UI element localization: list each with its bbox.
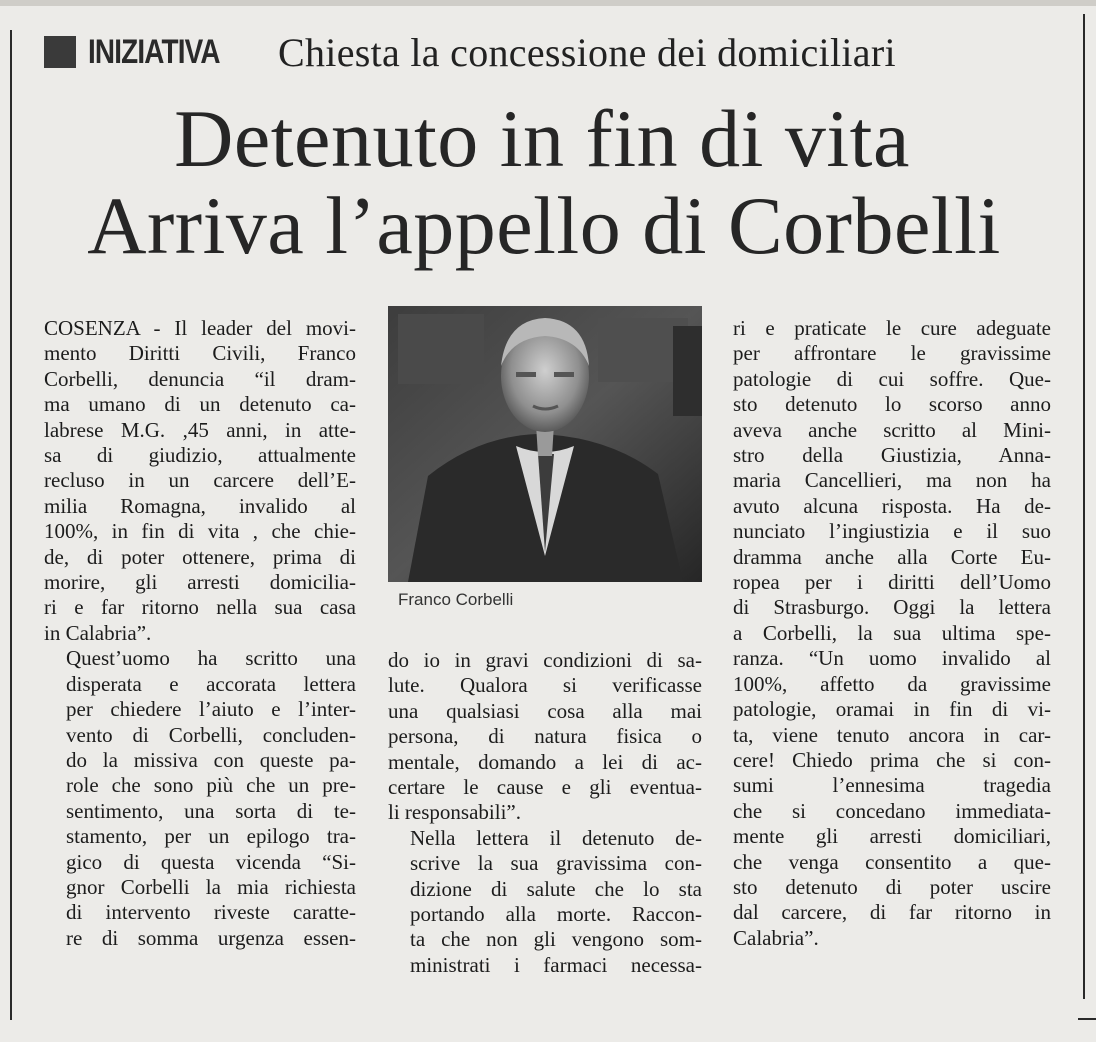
text-line: recluso in un carcere dell’E- [44, 468, 356, 493]
text-line: COSENZA - Il leader del movi- [44, 316, 356, 340]
text-line: che venga consentito a que- [733, 849, 1051, 874]
text-line: dal carcere, di far ritorno in [733, 900, 1051, 925]
text-line: aveva anche scritto al Mini- [733, 417, 1051, 442]
text-line: Nella lettera il detenuto de- [410, 825, 702, 850]
text-line: ma umano di un detenuto ca- [44, 392, 356, 417]
text-line: per chiedere l’aiuto e l’inter- [66, 697, 356, 722]
text-line: per affrontare le gravissime [733, 341, 1051, 366]
paragraph [733, 316, 1051, 951]
text-line: morire, gli arresti domicilia- [44, 570, 356, 595]
kicker-label: INIZIATIVA [88, 32, 220, 71]
text-line: scrive la sua gravissima con- [410, 851, 702, 876]
portrait-image [388, 306, 702, 582]
text-line: ministrati i farmaci necessa- [410, 952, 702, 977]
text-line: do io in gravi condizioni di sa- [388, 648, 702, 672]
text-line: Quest’uomo ha scritto una [66, 646, 356, 671]
paragraph [44, 646, 356, 951]
text-line: sa di giudizio, attualmente [44, 443, 356, 468]
text-line: Calabria”. [733, 925, 819, 950]
text-line: 100%, in fin di vita , che chie- [44, 519, 356, 544]
photo-caption: Franco Corbelli [398, 590, 514, 609]
paragraph [388, 826, 702, 978]
text-line: vento di Corbelli, concluden- [66, 722, 356, 747]
text-line: ranza. “Un uomo invalido al [733, 646, 1051, 671]
text-line: dizione di salute che lo sta [410, 876, 702, 901]
text-line: do la missiva con queste pa- [66, 747, 356, 772]
text-line: portando alla morte. Raccon- [410, 902, 702, 927]
text-line: mentale, domando a lei di ac- [388, 749, 702, 774]
text-line: sto detenuto lo scorso anno [733, 392, 1051, 417]
text-line: gico di questa vicenda “Si- [66, 849, 356, 874]
text-line: sentimento, una sorta di te- [66, 798, 356, 823]
text-line: ta, viene tenuto ancora in car- [733, 722, 1051, 747]
text-line: persona, di natura fisica o [388, 724, 702, 749]
text-line: lute. Qualora si verificasse [388, 673, 702, 698]
right-rule-tick [1078, 1018, 1096, 1020]
text-line: sumi l’ennesima tragedia [733, 773, 1051, 798]
kicker-subtitle: Chiesta la concessione dei domiciliari [278, 29, 896, 75]
article-column-1 [44, 316, 356, 951]
text-line: patologie, oramai in fin di vi- [733, 697, 1051, 722]
text-line: 100%, affetto da gravissime [733, 671, 1051, 696]
text-line: ta che non gli vengono som- [410, 927, 702, 952]
text-line: li responsabili”. [388, 800, 521, 825]
text-line: avuto alcuna risposta. Ha de- [733, 493, 1051, 518]
article-column-2 [388, 648, 702, 978]
text-line: maria Cancellieri, ma non ha [733, 468, 1051, 493]
text-line: patologie di cui soffre. Que- [733, 366, 1051, 391]
text-line: Corbelli, denuncia “il dram- [44, 366, 356, 391]
text-line: mento Diritti Civili, Franco [44, 341, 356, 366]
text-line: nunciato l’ingiustizia e il suo [733, 519, 1051, 544]
headline-line-2: Arriva l’appello di Corbelli [87, 180, 1001, 271]
portrait-photo [388, 306, 702, 582]
text-line: ropea per i diritti dell’Uomo [733, 570, 1051, 595]
text-line: in Calabria”. [44, 620, 152, 645]
text-line: certare le cause e gli eventua- [388, 775, 702, 800]
text-line: una qualsiasi cosa alla mai [388, 698, 702, 723]
text-line: dramma anche alla Corte Eu- [733, 544, 1051, 569]
kicker [44, 30, 896, 74]
text-line: a Corbelli, la sua ultima spe- [733, 620, 1051, 645]
text-line: cere! Chiedo prima che si con- [733, 747, 1051, 772]
headline-line-1: Detenuto in fin di vita [174, 93, 910, 184]
text-line: milia Romagna, invalido al [44, 493, 356, 518]
paragraph [44, 316, 356, 646]
text-line: di Strasburgo. Oggi la lettera [733, 595, 1051, 620]
text-line: de, di poter ottenere, prima di [44, 544, 356, 569]
text-line: gnor Corbelli la mia richiesta [66, 874, 356, 899]
text-line: disperata e accorata lettera [66, 671, 356, 696]
text-line: sto detenuto di poter uscire [733, 874, 1051, 899]
text-line: labrese M.G. ,45 anni, in atte- [44, 417, 356, 442]
text-line: ri e praticate le cure adeguate [733, 316, 1051, 340]
text-line: re di somma urgenza essen- [66, 925, 356, 950]
article-column-3 [733, 316, 1051, 951]
text-line: stamento, per un epilogo tra- [66, 824, 356, 849]
text-line: di intervento riveste caratte- [66, 900, 356, 925]
paragraph [388, 648, 702, 826]
text-line: ri e far ritorno nella sua casa [44, 595, 356, 620]
square-bullet-icon [44, 36, 76, 68]
text-line: stro della Giustizia, Anna- [733, 443, 1051, 468]
text-line: mente gli arresti domiciliari, [733, 824, 1051, 849]
text-line: che si concedano immediata- [733, 798, 1051, 823]
text-line: role che sono più che un pre- [66, 773, 356, 798]
top-border [0, 0, 1096, 6]
